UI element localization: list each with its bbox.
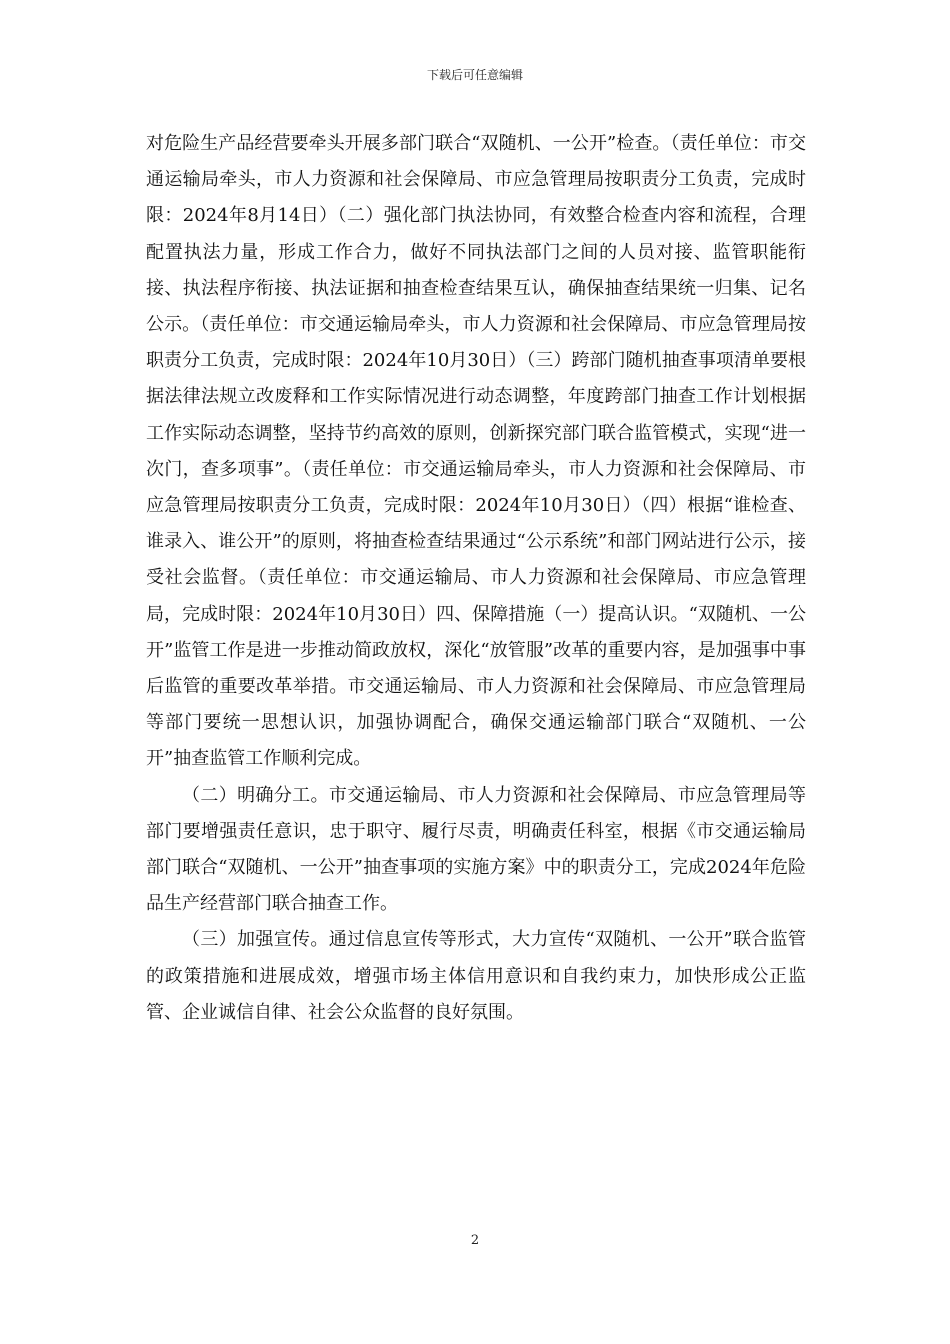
page-number: 2 xyxy=(470,1233,480,1248)
page-header: 下载后可任意编辑 xyxy=(426,68,523,82)
document-body xyxy=(146,126,806,1031)
body-paragraph-3: （三）加强宣传。通过信息宣传等形式，大力宣传“双随机、一公开”联合监管的政策措施和进展成效，增强市场主体信用意识和自我约束力，加快形成公正监管、企业诚信自律、社会公众监督的良好氛围。 xyxy=(146,929,806,1023)
body-paragraph-1: 对危险生产品经营要牵头开展多部门联合“双随机、一公开”检查。（责任单位：市交通运输局牵头，市人力资源和社会保障局、市应急管理局按职责分工负责，完成时限：2024年8月14日）（二）强化部门执法协同，有效整合检查内容和流程，合理配置执法力量，形成工作合力，做好不同执法部门之间的人员对接、监管职能衔接、执法程序衔接、执法证据和抽查检查结果互认，确保抽查结果统一归集、记名公示。（责任单位：市交通运输局牵头，市人力资源和社会保障局、市应急管理局按职责分工负责，完成时限：2024年10月30日）（三）跨部门随机抽查事项清单要根据法律法规立改废释和工作实际情况进行动态调整，年度跨部门抽查工作计划根据工作实际动态调整，坚持节约高效的原则，创新探究部门联合监管模式，实现“进一次门，查多项事”。（责任单位：市交通运输局牵头，市人力资源和社会保障局、市应急管理局按职责分工负责，完成时限：2024年10月30日）（四）根据“谁检查、谁录入、谁公开”的原则，将抽查检查结果通过“公示系统”和部门网站进行公示，接受社会监督。（责任单位：市交通运输局、市人力资源和社会保障局、市应急管理局，完成时限：2024年10月30日）四、保障措施（一）提高认识。“双随机、一公开”监管工作是进一步推动简政放权，深化“放管服”改革的重要内容，是加强事中事后监管的重要改革举措。市交通运输局、市人力资源和社会保障局、市应急管理局等部门要统一思想认识，加强协调配合，确保交通运输部门联合“双随机、一公开”抽查监管工作顺利完成。 xyxy=(146,133,806,770)
body-paragraph-2: （二）明确分工。市交通运输局、市人力资源和社会保障局、市应急管理局等部门要增强责任意识，忠于职守、履行尽责，明确责任科室，根据《市交通运输局部门联合“双随机、一公开”抽查事项的实施方案》中的职责分工，完成2024年危险品生产经营部门联合抽查工作。 xyxy=(146,784,806,915)
